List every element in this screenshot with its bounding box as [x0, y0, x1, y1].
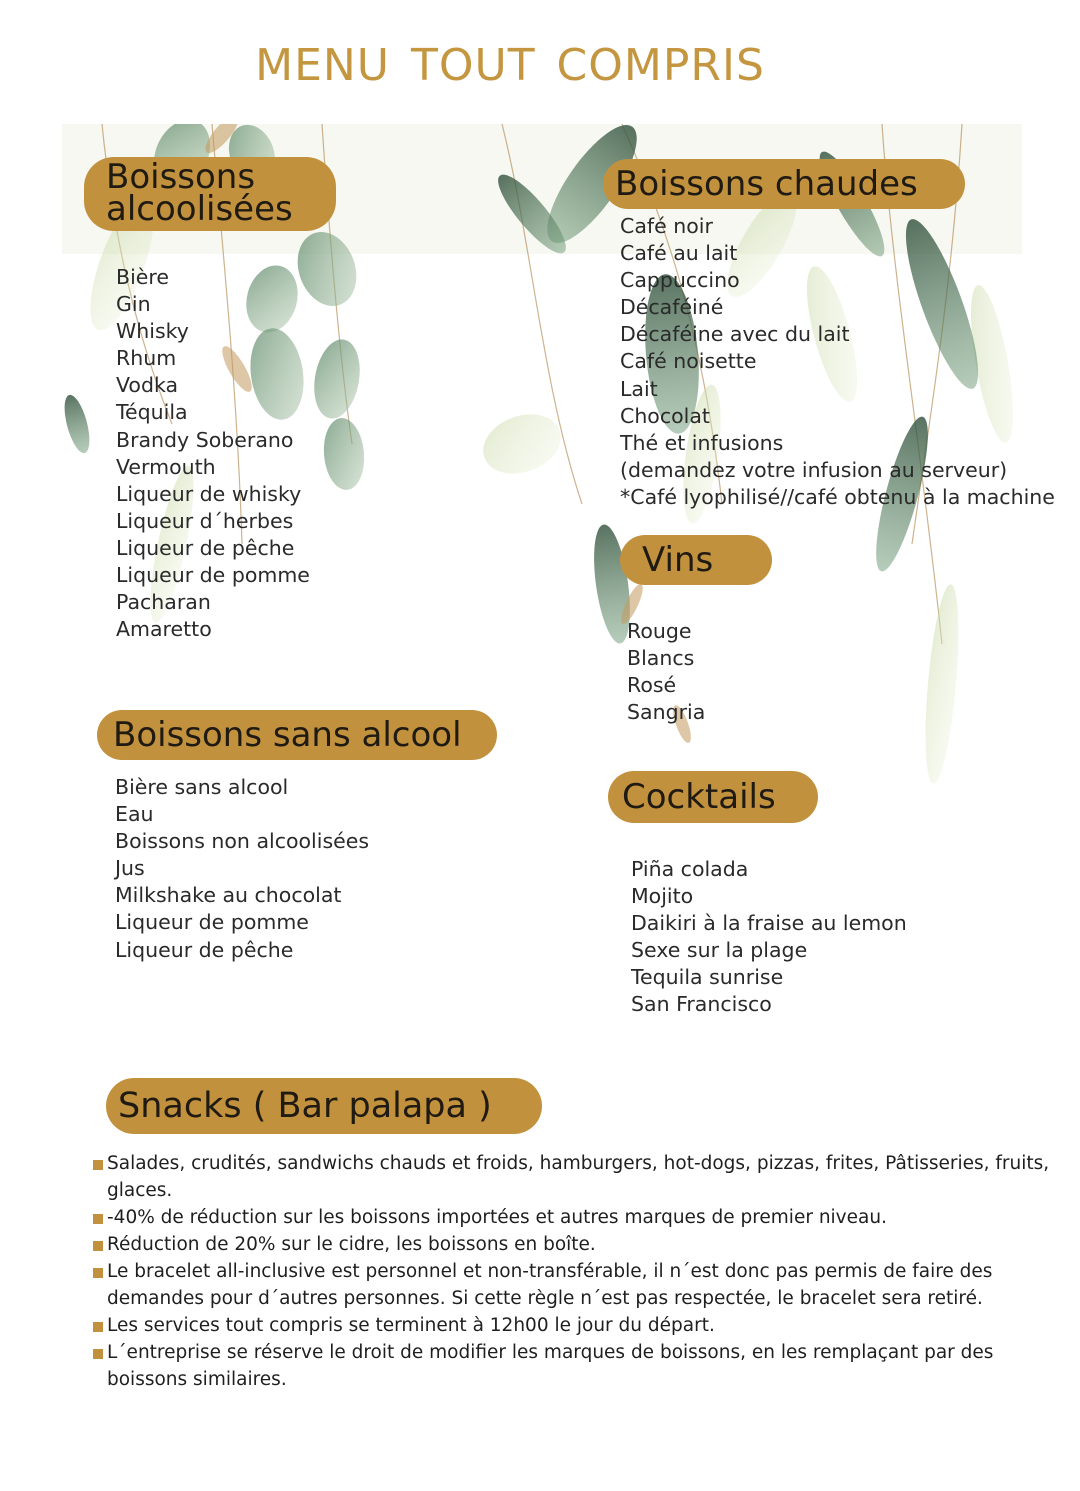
list-item: Décaféine avec du lait — [620, 322, 850, 347]
hot-drinks-list — [620, 213, 1055, 511]
list-item: Rouge — [627, 619, 692, 643]
heading-wines: Vins — [620, 535, 772, 585]
list-item: San Francisco — [631, 992, 772, 1017]
soft-drinks-list — [115, 774, 369, 964]
list-item: Pacharan — [116, 590, 211, 615]
list-item: Mojito — [631, 884, 694, 909]
heading-hot-drinks: Boissons chaudes — [603, 159, 965, 209]
list-item: Amaretto — [116, 617, 212, 642]
list-item: Milkshake au chocolat — [115, 883, 342, 908]
cocktails-list — [631, 856, 907, 1019]
alcoholic-drinks-list — [116, 264, 310, 643]
list-item: Le bracelet all-inclusive est personnel et non-transférable, il n´est donc pas permis de faire des demandes pour d´autres personnes. Si cette règle n´est pas respectée, le bracelet sera retiré. — [92, 1258, 1052, 1312]
heading-alcoholic-drinks — [84, 157, 336, 231]
list-item: Décaféiné — [620, 295, 724, 320]
list-item: Piña colada — [631, 857, 749, 881]
list-item: Lait — [620, 376, 658, 401]
list-item: Blancs — [627, 646, 695, 671]
list-item: Vermouth — [116, 454, 216, 479]
list-item: Liqueur de pêche — [116, 535, 295, 560]
list-item: Les services tout compris se terminent à 12h00 le jour du départ. — [92, 1312, 1052, 1339]
heading-alcoholic-line2: alcoolisées — [106, 189, 293, 229]
square-bullet-icon — [93, 1349, 103, 1359]
list-item: Café noisette — [620, 349, 757, 374]
snacks-list — [92, 1150, 1052, 1393]
list-item: *Café lyophilisé//café obtenu à la machine — [620, 484, 1055, 509]
list-item: L´entreprise se réserve le droit de modifier les marques de boissons, en les remplaçant par des boissons similaires. — [92, 1339, 1052, 1393]
list-item: Café noir — [620, 214, 713, 238]
list-item: Bière sans alcool — [115, 775, 289, 799]
list-item: Liqueur de pêche — [115, 937, 294, 962]
list-item: Brandy Soberano — [116, 427, 294, 452]
list-item: Whisky — [116, 319, 189, 344]
list-item: Liqueur de pomme — [116, 563, 310, 588]
page-title: MENU TOUT COMPRIS — [255, 40, 765, 91]
square-bullet-icon — [93, 1214, 103, 1224]
list-item: Gin — [116, 292, 151, 317]
heading-alcoholic-line1: Boissons — [106, 157, 256, 197]
list-item: Téquila — [116, 400, 188, 425]
list-item: Cappuccino — [620, 268, 740, 293]
list-item: Rhum — [116, 346, 177, 371]
list-item: Eau — [115, 802, 154, 827]
list-item: Vodka — [116, 373, 179, 398]
list-item: Bière — [116, 265, 169, 289]
list-item: Boissons non alcoolisées — [115, 829, 370, 854]
wines-list — [627, 618, 705, 726]
list-item: Liqueur de pomme — [115, 910, 309, 935]
list-item: Salades, crudités, sandwichs chauds et froids, hamburgers, hot-dogs, pizzas, frites, Pâtisseries, fruits, glaces. — [92, 1150, 1052, 1204]
list-item: Daikiri à la fraise au lemon — [631, 911, 907, 936]
heading-snacks: Snacks ( Bar palapa ) — [106, 1078, 542, 1134]
list-item: Sangria — [627, 700, 706, 725]
list-item: Jus — [115, 856, 145, 881]
square-bullet-icon — [93, 1241, 103, 1251]
list-item: Café au lait — [620, 241, 738, 266]
list-item: Thé et infusions — [620, 430, 784, 455]
list-item: Réduction de 20% sur le cidre, les boissons en boîte. — [92, 1231, 1052, 1258]
list-item: Liqueur d´herbes — [116, 508, 294, 533]
list-item: Rosé — [627, 673, 677, 698]
square-bullet-icon — [93, 1268, 103, 1278]
list-item: (demandez votre infusion au serveur) — [620, 457, 1008, 482]
list-item: Sexe sur la plage — [631, 938, 808, 963]
list-item: -40% de réduction sur les boissons importées et autres marques de premier niveau. — [92, 1204, 1052, 1231]
heading-cocktails: Cocktails — [608, 771, 818, 823]
list-item: Tequila sunrise — [631, 965, 784, 990]
square-bullet-icon — [93, 1160, 103, 1170]
square-bullet-icon — [93, 1322, 103, 1332]
list-item: Chocolat — [620, 403, 710, 428]
list-item: Liqueur de whisky — [116, 481, 302, 506]
heading-soft-drinks: Boissons sans alcool — [97, 710, 497, 760]
